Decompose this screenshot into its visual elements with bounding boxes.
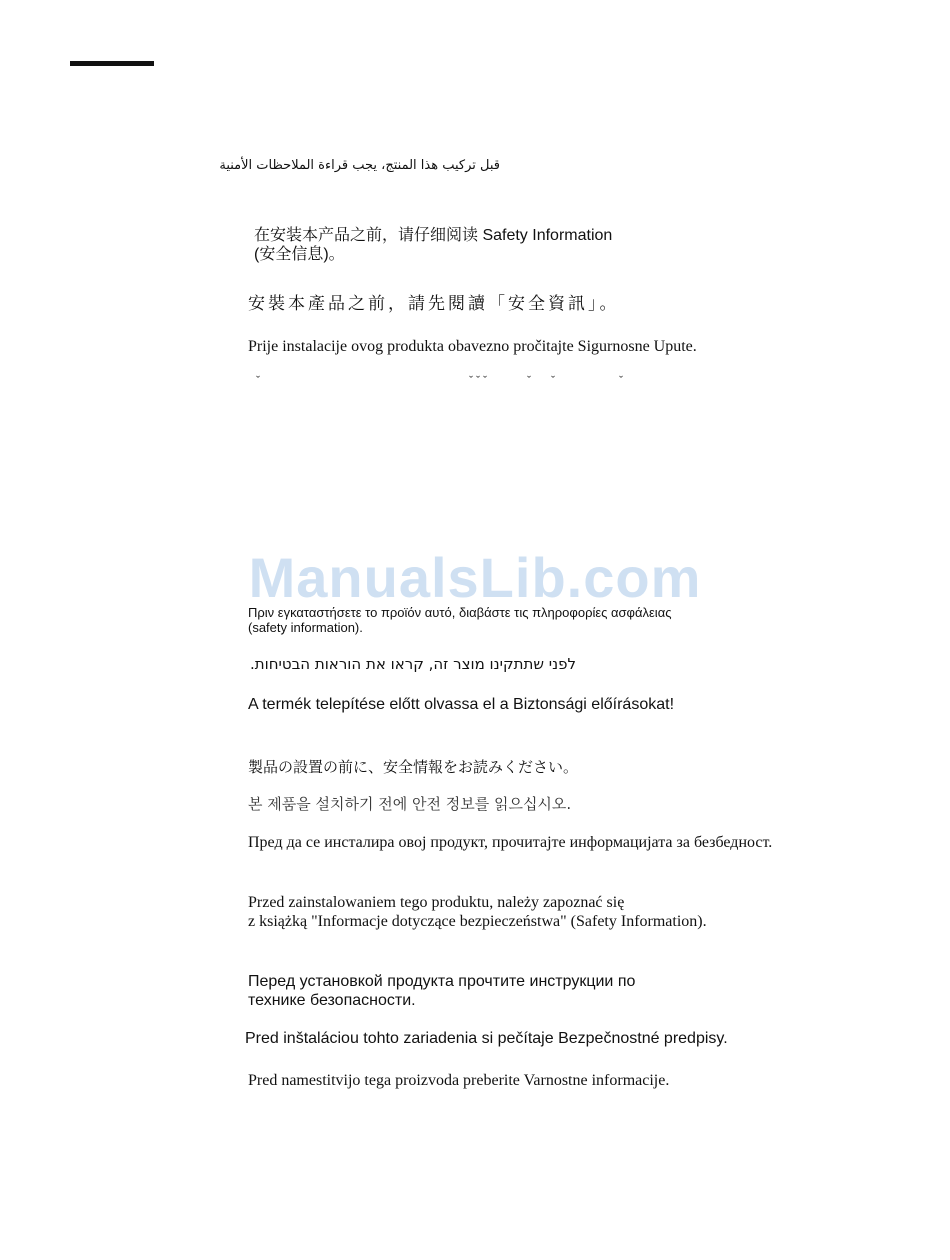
stray-caron-5: ˇ	[619, 373, 623, 387]
chinese-traditional-notice: 安裝本產品之前，請先閱讀「安全資訊」。	[248, 294, 620, 314]
hungarian-notice: A termék telepítése előtt olvassa el a Biztonsági előírásokat!	[248, 696, 675, 713]
korean-notice: 본 제품을 설치하기 전에 안전 정보를 읽으십시오.	[248, 795, 572, 813]
hebrew-notice: לפני שתתקינו מוצר זה, קראו את הוראות הבטיחות.	[250, 655, 576, 673]
polish-notice-line1: Przed zainstalowaniem tego produktu, należy zapoznać się	[248, 894, 625, 911]
slovak-notice: Pred inštaláciou tohto zariadenia si pečítaje Bezpečnostné predpisy.	[245, 1030, 728, 1047]
chinese-simplified-notice-line2: (安全信息)。	[254, 246, 345, 263]
stray-caron-1: ˇ	[256, 373, 260, 387]
top-rule	[70, 61, 154, 66]
macedonian-notice: Пред да се инсталира овој продукт, прочитајте информацијата за безбедност.	[248, 834, 773, 851]
polish-notice-line2: z książką "Informacje dotyczące bezpieczeństwa" (Safety Information).	[248, 913, 707, 930]
stray-caron-2: ˇ ˇ ˇ	[469, 373, 487, 387]
slovenian-notice: Pred namestitvijo tega proizvoda preberite Varnostne informacije.	[248, 1072, 670, 1089]
arabic-notice: قبل تركيب هذا المنتج، يجب قراءة الملاحظات الأمنية	[219, 158, 500, 173]
russian-notice-line2: технике безопасности.	[248, 992, 416, 1009]
chinese-simplified-notice-line1: 在安装本产品之前，请仔细阅读 Safety Information	[254, 227, 613, 244]
greek-notice-line1: Πριν εγκαταστήσετε το προϊόν αυτό, διαβάστε τις πληροφορίες ασφάλειας	[248, 605, 672, 620]
manualslib-watermark: ManualsLib.com	[248, 546, 702, 609]
stray-caron-4: ˇ	[551, 373, 555, 387]
greek-notice-line2: (safety information).	[248, 620, 363, 635]
russian-notice-line1: Перед установкой продукта прочтите инструкции по	[248, 973, 636, 990]
stray-caron-3: ˇ	[527, 373, 531, 387]
japanese-notice: 製品の設置の前に、安全情報をお読みください。	[248, 758, 579, 776]
croatian-notice: Prije instalacije ovog produkta obavezno pročitajte Sigurnosne Upute.	[248, 338, 697, 355]
